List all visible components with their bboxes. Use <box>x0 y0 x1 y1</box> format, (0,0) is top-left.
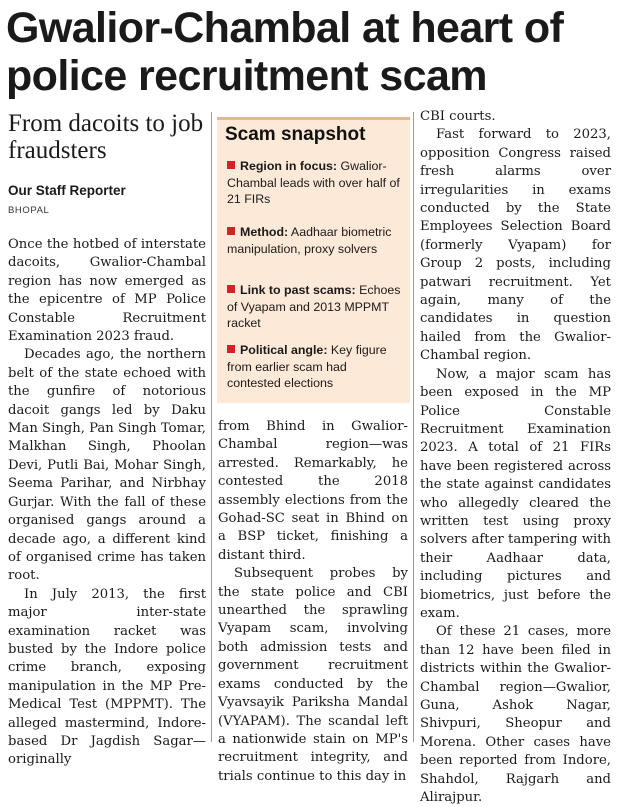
snapshot-title: Scam snapshot <box>225 124 366 145</box>
dateline: BHOPAL <box>8 205 50 216</box>
bullet-square-icon <box>227 161 235 169</box>
bullet-square-icon <box>227 345 235 353</box>
article-column-3 <box>420 108 611 807</box>
column-rule <box>413 112 414 742</box>
subheadline: From dacoits to job fraudsters <box>8 110 204 164</box>
paragraph: Decades ago, the northern belt of the state echoed with the gunfire of notorious dacoit gangs led by Daku Man Singh, Pan Singh Tomar, Malkhan Singh, Phoolan Devi, Putli Bai, Mohar Singh, Seema Parihar, and Nirbhay Gurjar. With the fall of these organised gangs around a decade ago, a different kind of organised crime has taken root. <box>8 347 206 584</box>
snapshot-item: Method: Aadhaar biometric manipulation, proxy solvers <box>227 225 392 256</box>
paragraph: In July 2013, the first major inter-state examination racket was busted by the Indore police crime branch, exposing manipulation in the MP Pre-Medical Test (MPPMT). The alleged mastermind, Indore-based Dr Jagdish Sagar—originally <box>8 586 206 768</box>
bullet-square-icon <box>227 227 235 235</box>
snapshot-item: Region in focus: Gwalior-Chambal leads with over half of 21 FIRs <box>227 159 400 206</box>
paragraph: from Bhind in Gwalior-Chambal region—was arrested. Remarkably, he contested the 2018 assembly elections from the Gohad-SC seat in Bhind on a BSP ticket, finishing a distant third. <box>218 419 408 563</box>
snapshot-item: Political angle: Key figure from earlier scam had contested elections <box>227 343 387 390</box>
snapshot-item: Link to past scams: Echoes of Vyapam and 2013 MPPMT racket <box>227 283 401 330</box>
article-column-2 <box>218 418 408 786</box>
paragraph: Subsequent probes by the state police and CBI unearthed the sprawling Vyapam scam, involving both admission tests and government recruitment exams conducted by the Vyavsayik Pariksha Mandal (VYAPAM). The scandal left a nationwide stain on MP's recruitment integrity, and trials continue to this day in <box>218 566 408 784</box>
headline: Gwalior-Chambal at heart of police recruitment scam <box>6 4 564 100</box>
paragraph: Fast forward to 2023, opposition Congress raised fresh alarms over irregularities in exams conducted by the State Employees Selection Board (formerly Vyapam) for Group 2 posts, including patwari recruitment. Yet again, many of the candidates in question hailed from the Gwalior-Chambal region. <box>420 127 611 364</box>
paragraph: Now, a major scam has been exposed in the MP Police Constable Recruitment Examination 2023. A total of 21 FIRs have been registered across the state against candidates who allegedly cleared the written test using proxy solvers after tampering with their Aadhaar data, including pictures and biometrics, just before the exam. <box>420 366 611 621</box>
byline: Our Staff Reporter <box>8 183 126 198</box>
bullet-square-icon <box>227 285 235 293</box>
paragraph: Of these 21 cases, more than 12 have been filed in districts within the Gwalior-Chambal region—Gwalior, Guna, Ashok Nagar, Shivpuri, Sheopur and Morena. Other cases have been reported from Indore, Shahdol, Rajgarh and Alirajpur. <box>420 624 611 806</box>
scam-snapshot-box <box>217 117 410 403</box>
article-column-1 <box>8 236 206 770</box>
paragraph: CBI courts. <box>420 109 496 124</box>
column-rule <box>211 112 212 742</box>
paragraph: Once the hotbed of interstate dacoits, Gwalior-Chambal region has now emerged as the epicentre of MP Police Constable Recruitment Examination 2023 fraud. <box>8 237 206 345</box>
